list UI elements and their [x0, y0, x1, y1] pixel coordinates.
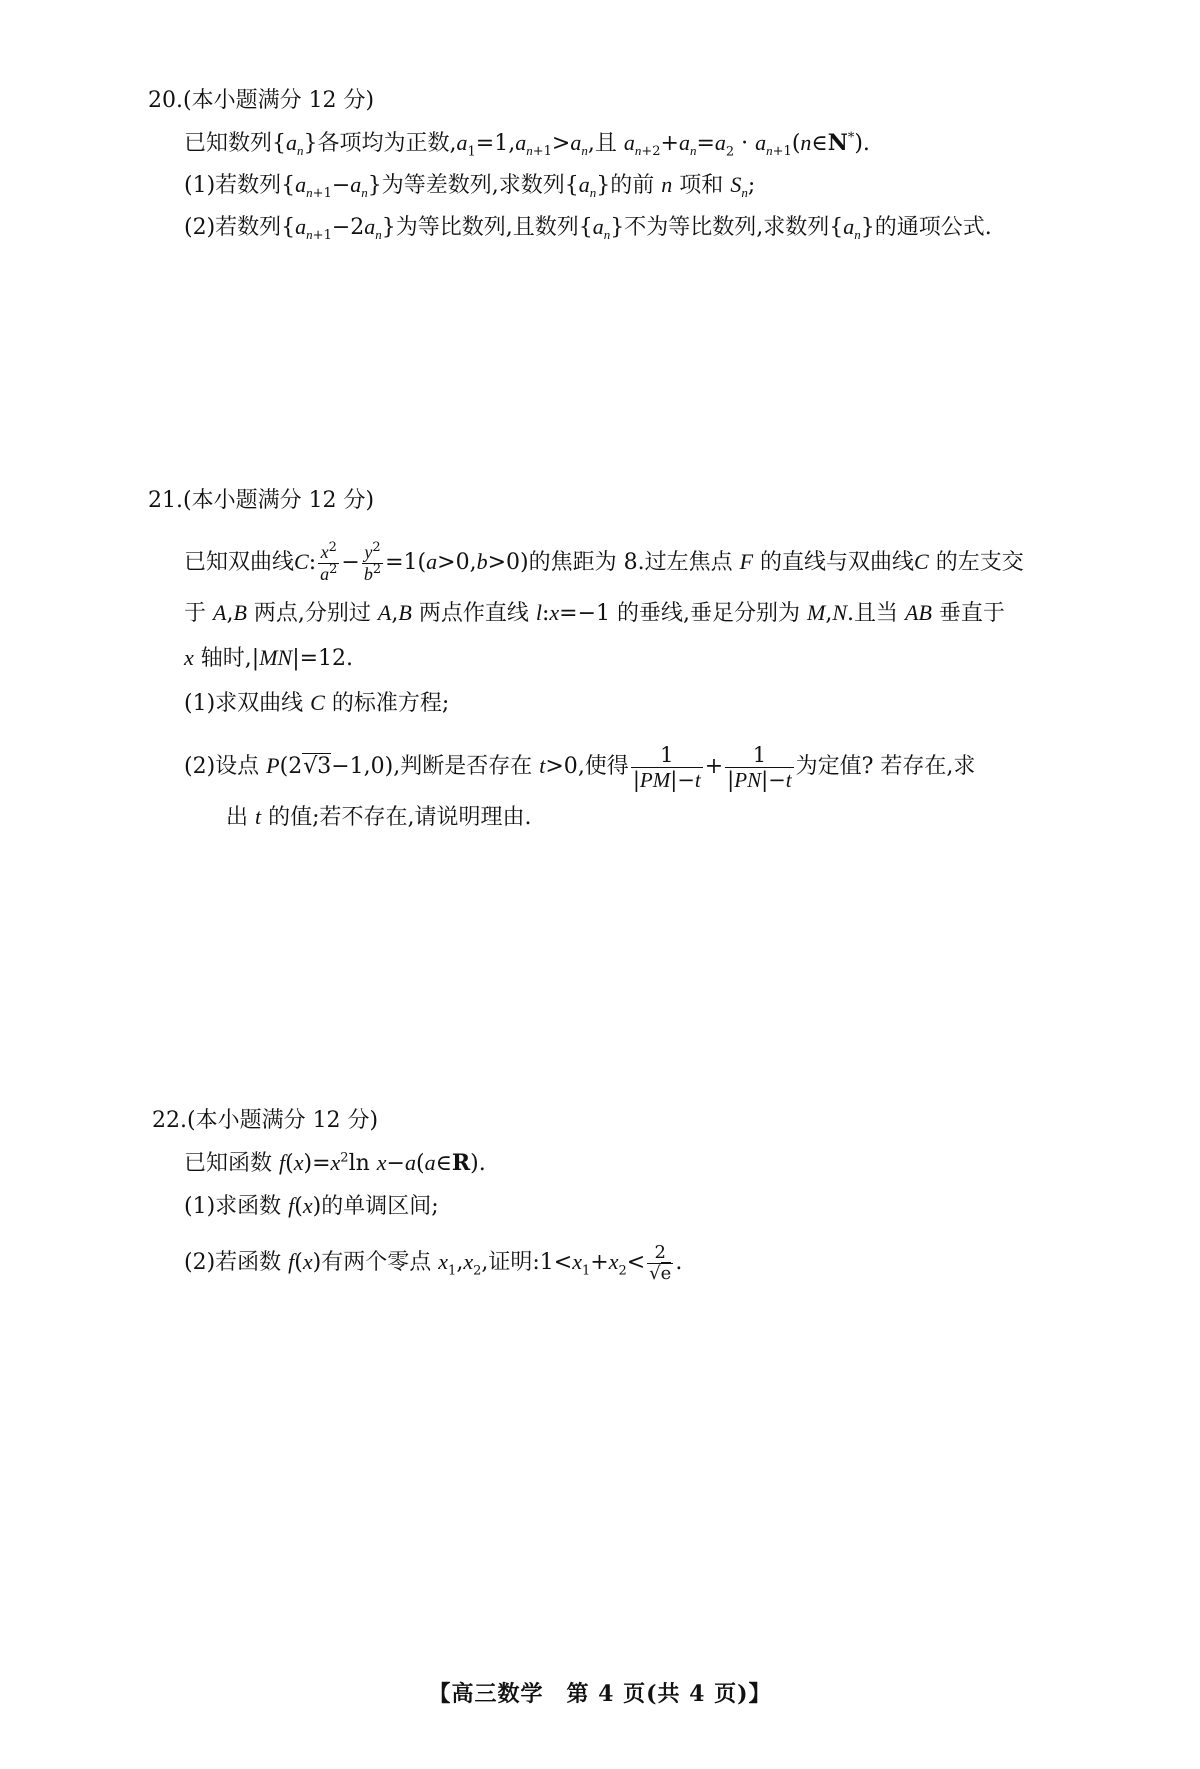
question-21-stem-line-2: 于 A,B 两点,分别过 A,B 两点作直线 l:x=−1 的垂线,垂足分别为 M,N.且当 AB 垂直于 [184, 600, 1005, 626]
question-20-part-1: (1)若数列$\{a_{n+1}-a_n\}$为等差数列,求数列$\{a_n\}$的前 n 项和 $S_n$; [184, 172, 756, 202]
question-21-part-1: (1)求双曲线 C 的标准方程; [184, 690, 450, 716]
question-22-part-1: (1)求函数 f(x)的单调区间; [184, 1193, 439, 1219]
fraction-2-over-sqrt-e: $\frac{2}{√e}$ [649, 1241, 672, 1284]
question-21-stem-line-1: 已知双曲线C: $\frac{x^2}{a^2}$ − $\frac{y^2}{b^2}$ =1(a>0,b>0)的焦距为 8.过左焦点 F 的直线与双曲线C 的左支交 [184, 539, 1024, 584]
question-21-part-2: (2)设点 P(2√3−1,0),判断是否存在 t>0,使得 $\frac{1}{|PM|-t}$ + $\frac{1}{|PN|-t}$ 为定值? 若存在,求 [184, 742, 976, 792]
fraction-1-over-pn-minus-t: $\frac{1}{|PN|-t}$ [727, 742, 792, 792]
question-21-heading: 21.(本小题满分 12 分) [148, 488, 375, 513]
question-22-stem: 已知函数 $f(x)=x^2\ln$ x−a(a∈R). [184, 1150, 486, 1176]
question-20-part-2: (2)若数列$\{a_{n+1}-2a_n\}$为等比数列,且数列$\{a_n\}$不为等比数列,求数列$\{a_n\}$的通项公式. [184, 214, 992, 244]
fraction-x2-a2: $\frac{x^2}{a^2}$ [320, 539, 338, 584]
question-22-heading: 22.(本小题满分 12 分) [152, 1108, 379, 1133]
question-20-stem: 已知数列$\{a_n\}$各项均为正数$,a_1=1,a_{n+1}>a_n$,且 $a_{n+2}+a_n=a_2$ · $a_{n+1}(n\in N^*)$. [184, 130, 870, 160]
question-22-part-2: (2)若函数 f(x)有两个零点 $x_1,x_2$,证明$:1<x_1+x_2<$ $\frac{2}{√e}$ . [184, 1241, 683, 1284]
question-21-stem-line-3: x 轴时,|MN|=12. [184, 645, 354, 671]
fraction-y2-b2: $\frac{y^2}{b^2}$ [363, 539, 382, 584]
fraction-1-over-pm-minus-t: $\frac{1}{|PM|-t}$ [632, 742, 701, 792]
question-21-part-2-continued: 出 t 的值;若不存在,请说明理由. [226, 804, 532, 830]
page-footer: 【高三数学 第 4 页(共 4 页)】 [428, 1681, 772, 1707]
question-20-heading: 20.(本小题满分 12 分) [148, 88, 375, 113]
